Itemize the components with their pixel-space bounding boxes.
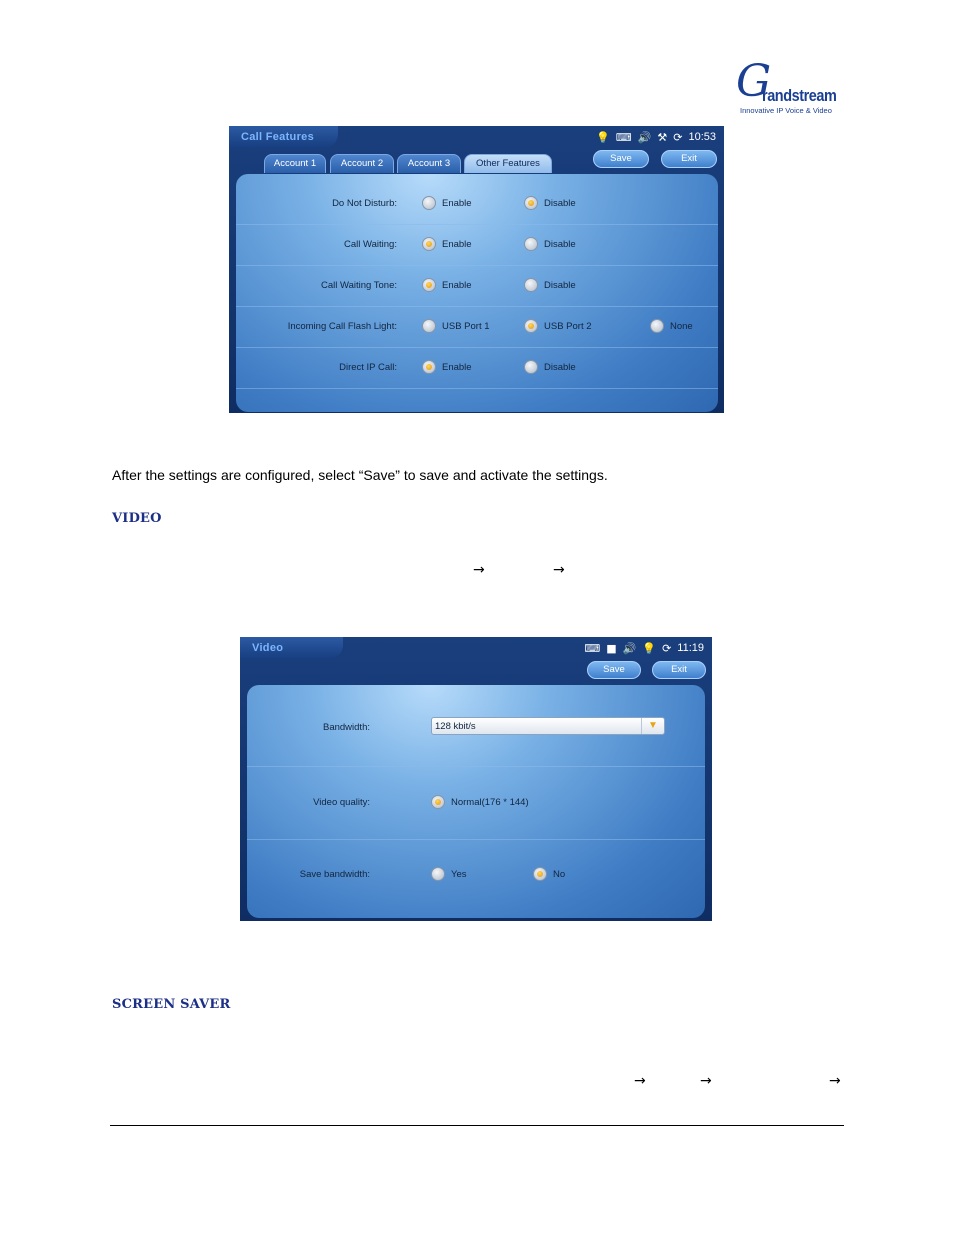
bulb-icon: 💡 — [642, 641, 657, 655]
incoming-call-flash-light-label: Incoming Call Flash Light: — [287, 321, 397, 332]
clock: 10:53 — [688, 131, 716, 143]
call-waiting-tone-label: Call Waiting Tone: — [320, 280, 397, 291]
flash-usb2-option[interactable] — [524, 319, 592, 333]
flash-none-option[interactable] — [650, 319, 693, 333]
status-bar — [596, 128, 716, 146]
dnd-disable-option[interactable] — [524, 196, 576, 210]
network-icon: ⚒ — [657, 130, 668, 144]
video-quality-label: Video quality: — [313, 797, 370, 808]
row-bandwidth — [247, 685, 705, 767]
cwt-enable-radio[interactable] — [422, 278, 436, 292]
flash-none-radio[interactable] — [650, 319, 664, 333]
direct-ip-call-label: Direct IP Call: — [339, 362, 397, 373]
save-bandwidth-no-radio[interactable] — [533, 867, 547, 881]
dip-enable-option[interactable] — [422, 360, 472, 374]
sync-icon: ⟳ — [673, 130, 683, 144]
cw-disable-text: Disable — [544, 238, 576, 250]
dnd-enable-option[interactable] — [422, 196, 472, 210]
cwt-disable-option[interactable] — [524, 278, 576, 292]
cwt-enable-option[interactable] — [422, 278, 472, 292]
nav-arrow-icon: → — [829, 1073, 841, 1089]
save-bandwidth-yes-option[interactable] — [431, 867, 467, 881]
dip-disable-option[interactable] — [524, 360, 576, 374]
dip-enable-radio[interactable] — [422, 360, 436, 374]
flash-usb1-text: USB Port 1 — [442, 320, 490, 332]
nav-arrow-icon: → — [700, 1073, 712, 1089]
nav-arrow-icon: → — [553, 562, 565, 578]
save-bandwidth-no-option[interactable] — [533, 867, 565, 881]
tab-other-features[interactable]: Other Features — [464, 154, 552, 173]
sync-icon: ⟳ — [662, 641, 672, 655]
do-not-disturb-label: Do Not Disturb: — [332, 198, 397, 209]
dnd-disable-radio[interactable] — [524, 196, 538, 210]
keyboard-icon: ⌨ — [615, 130, 632, 144]
row-do-not-disturb — [236, 184, 718, 225]
save-bandwidth-no-text: No — [553, 868, 566, 880]
row-direct-ip-call — [236, 348, 718, 389]
grandstream-logo — [736, 56, 840, 120]
chevron-down-icon[interactable]: ▼ — [641, 718, 664, 734]
row-video-quality — [247, 766, 705, 840]
dip-disable-radio[interactable] — [524, 360, 538, 374]
flash-usb2-radio[interactable] — [524, 319, 538, 333]
cwt-enable-text: Enable — [442, 279, 472, 291]
cw-disable-radio[interactable] — [524, 237, 538, 251]
row-call-waiting-tone — [236, 266, 718, 307]
exit-button[interactable]: Exit — [661, 150, 717, 168]
flash-usb1-option[interactable] — [422, 319, 490, 333]
row-save-bandwidth — [247, 839, 705, 909]
cw-enable-option[interactable] — [422, 237, 472, 251]
video-quality-normal-text: Normal(176 * 144) — [451, 796, 529, 808]
keyboard-icon: ⌨ — [584, 641, 601, 655]
save-bandwidth-yes-text: Yes — [451, 868, 467, 880]
nav-arrow-icon: → — [634, 1073, 646, 1089]
status-bar — [584, 639, 704, 657]
save-button[interactable]: Save — [587, 661, 641, 679]
cw-enable-radio[interactable] — [422, 237, 436, 251]
save-bandwidth-label: Save bandwidth: — [299, 869, 370, 880]
nav-arrow-icon: → — [473, 562, 485, 578]
dip-enable-text: Enable — [442, 361, 472, 373]
speaker-icon: 🔊 — [622, 641, 637, 655]
tab-account-2[interactable]: Account 2 — [330, 154, 394, 173]
dnd-enable-text: Enable — [442, 197, 472, 209]
dip-disable-text: Disable — [544, 361, 576, 373]
screen-title: Video — [240, 637, 343, 659]
speaker-icon: 🔊 — [637, 130, 652, 144]
row-call-waiting — [236, 225, 718, 266]
row-incoming-call-flash-light — [236, 307, 718, 348]
call-waiting-label: Call Waiting: — [344, 239, 397, 250]
flash-usb2-text: USB Port 2 — [544, 320, 592, 332]
tab-account-3[interactable]: Account 3 — [397, 154, 461, 173]
logo-mark: G — [736, 56, 772, 107]
settings-panel — [236, 174, 718, 412]
camera-icon: ■ — [606, 641, 617, 655]
screen-title: Call Features — [229, 126, 338, 148]
cwt-disable-text: Disable — [544, 279, 576, 291]
video-settings-panel — [247, 685, 705, 918]
logo-word: randstream — [762, 86, 837, 105]
bandwidth-select[interactable] — [431, 717, 665, 735]
call-features-screen — [229, 126, 724, 413]
bandwidth-value: 128 kbit/s — [435, 721, 476, 732]
flash-none-text: None — [670, 320, 693, 332]
save-bandwidth-yes-radio[interactable] — [431, 867, 445, 881]
dnd-disable-text: Disable — [544, 197, 576, 209]
screen-saver-heading: SCREEN SAVER — [112, 997, 231, 1012]
save-button[interactable]: Save — [593, 150, 649, 168]
cw-disable-option[interactable] — [524, 237, 576, 251]
video-heading: VIDEO — [112, 511, 162, 526]
tab-account-1[interactable]: Account 1 — [264, 154, 326, 173]
cwt-disable-radio[interactable] — [524, 278, 538, 292]
video-screen — [240, 637, 712, 921]
video-quality-normal-option[interactable] — [431, 795, 529, 809]
logo-tagline: Innovative IP Voice & Video — [740, 106, 832, 115]
flash-usb1-radio[interactable] — [422, 319, 436, 333]
dnd-enable-radio[interactable] — [422, 196, 436, 210]
after-settings-text: After the settings are configured, select “Save” to save and activate the settings. — [112, 467, 608, 483]
clock: 11:19 — [677, 642, 704, 654]
bandwidth-label: Bandwidth: — [322, 722, 370, 733]
footer-divider — [110, 1125, 844, 1126]
video-quality-normal-radio[interactable] — [431, 795, 445, 809]
bulb-icon: 💡 — [596, 130, 610, 144]
cw-enable-text: Enable — [442, 238, 472, 250]
exit-button[interactable]: Exit — [652, 661, 706, 679]
